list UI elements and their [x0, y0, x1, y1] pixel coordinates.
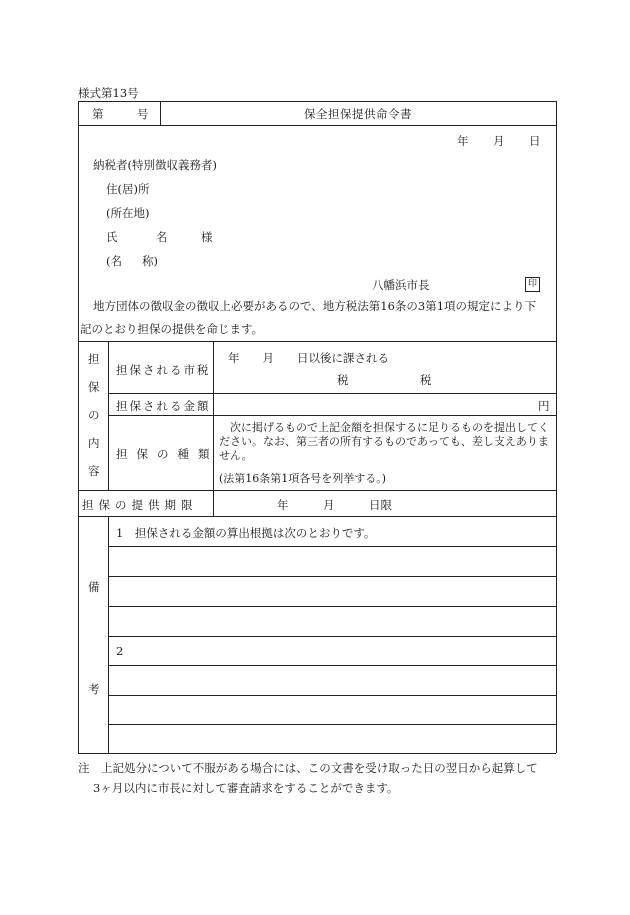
remarks-item-2: 2: [116, 644, 124, 658]
number-dai: 第: [92, 107, 104, 121]
period-label: 担保の提供期限: [82, 498, 198, 512]
meisho-label-a: (名: [106, 254, 122, 268]
name-label-a: 氏: [106, 230, 118, 244]
note-line-1: 注 上記処分について不服がある場合には、この文書を受け取った日の翌日から起算して: [78, 761, 538, 775]
honorific-sama: 様: [201, 230, 213, 244]
seal-stamp: 印: [525, 277, 540, 292]
body-line-1: 地方団体の徴収金の徴収上必要があるので、地方税法第16条の3第1項の規定により下: [93, 299, 537, 313]
location-label: (所在地): [106, 206, 150, 220]
remarks-char-2: 考: [88, 682, 100, 696]
body-line-2: 記のとおり担保の提供を命じます。: [80, 322, 264, 336]
address-label: 住(居)所: [106, 182, 150, 196]
note-line-2: 3ヶ月以内に市長に対して審査請求をすることができます。: [93, 781, 399, 795]
row-kind-label: 担保の種類: [116, 447, 219, 461]
row-kind-note: (法第16条第1項各号を列挙する。): [219, 472, 387, 485]
meisho-label-b: 称): [142, 254, 158, 268]
number-go: 号: [137, 107, 149, 121]
mayor-label: 八幡浜市長: [372, 278, 430, 292]
remarks-char-1: 備: [88, 580, 100, 594]
period-value: 年 月 日限: [277, 498, 392, 512]
document-title: 保全担保提供命令書: [304, 107, 412, 121]
row-amount-label: 担保される金額: [116, 399, 211, 413]
form-number: 様式第13号: [78, 86, 139, 100]
row-tax-zei1: 税: [337, 373, 349, 387]
row-amount-unit: 円: [538, 399, 550, 413]
row-tax-zei2: 税: [420, 373, 432, 387]
taxpayer-label: 納税者(特別徴収義務者): [93, 158, 217, 172]
remarks-item-1: 1 担保される金額の算出根拠は次のとおりです。: [116, 526, 376, 540]
name-label-b: 名: [156, 230, 168, 244]
row-tax-line1: 年 月 日以後に課される: [228, 351, 389, 365]
row-kind-text: 次に掲げるもので上記金額を担保するに足りるものを提出してください。なお、第三者の所有するものであっても、差し支えありません。: [219, 421, 549, 462]
row-tax-label: 担保される市税: [116, 363, 211, 377]
